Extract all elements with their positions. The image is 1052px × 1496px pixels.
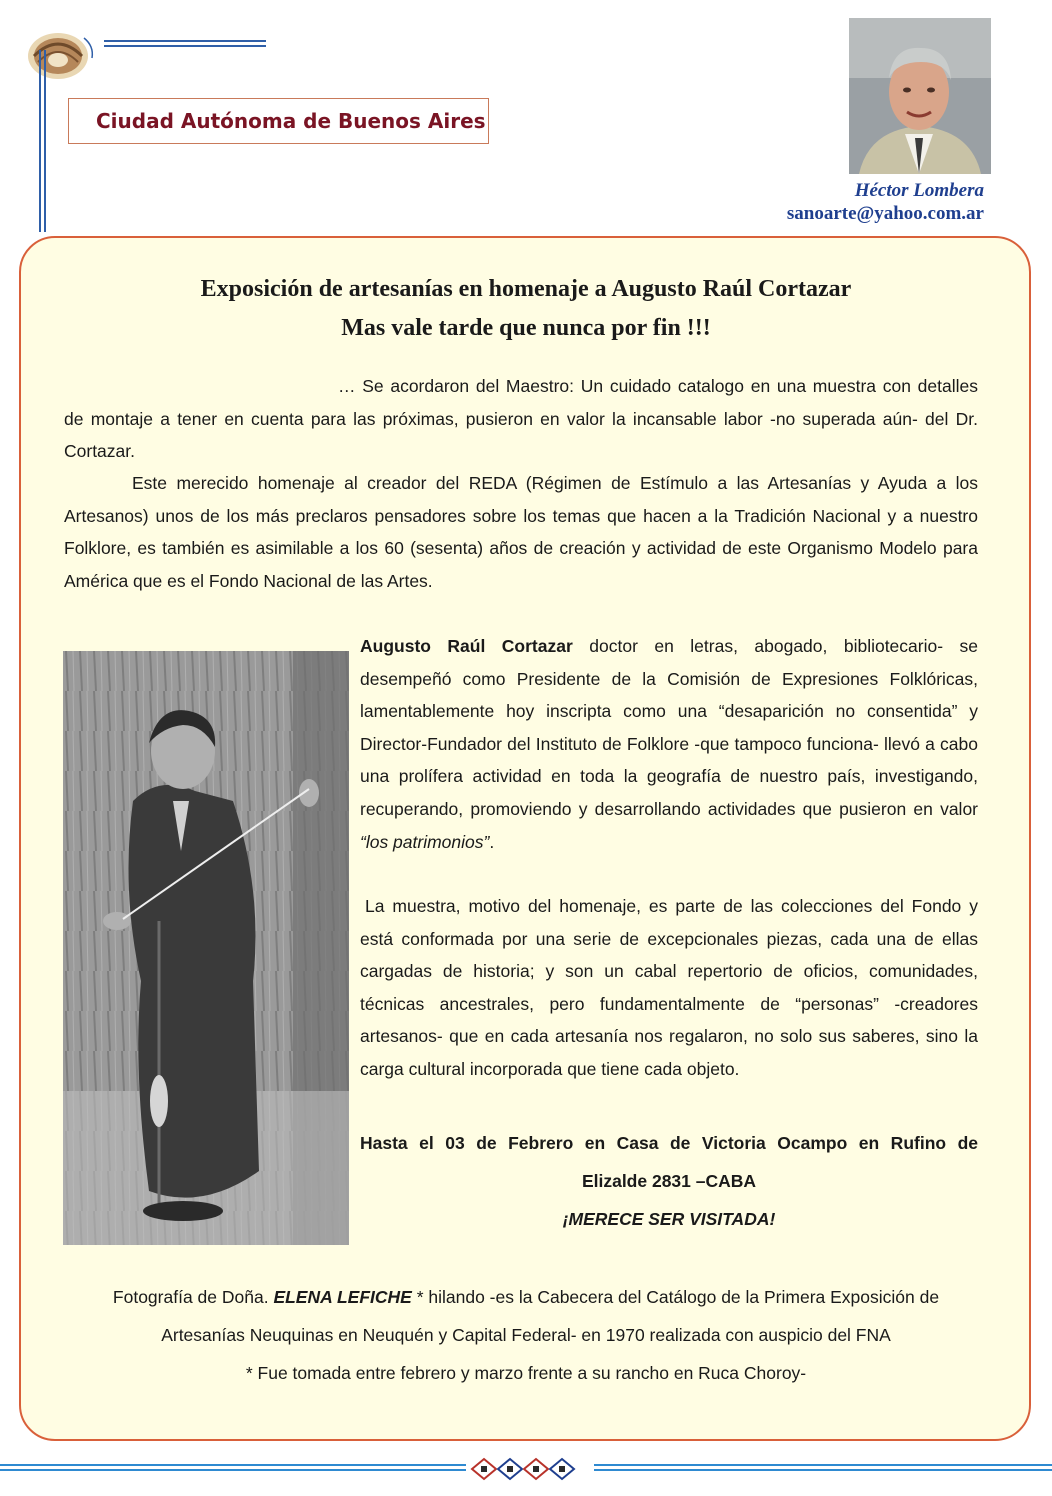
- vertical-rule: [39, 50, 47, 232]
- footer-rule-right: [594, 1464, 1052, 1474]
- paragraph-biography: [360, 630, 978, 858]
- caption-post: * hilando -es la Cabecera del Catálogo de la Primera Exposición de: [411, 1287, 940, 1307]
- biography-end: .: [489, 831, 495, 852]
- photo-caption-line3: * Fue tomada entre febrero y marzo frente a su rancho en Ruca Choroy-: [245, 1363, 807, 1383]
- header-rule: [104, 40, 266, 48]
- exhibition-info-line2: Elizalde 2831 –CABA: [581, 1171, 757, 1191]
- author-email[interactable]: sanoarte@yahoo.com.ar: [786, 203, 984, 224]
- historic-photo: [63, 651, 349, 1245]
- photo-caption-line2: Artesanías Neuquinas en Neuquén y Capital Federal- en 1970 realizada con auspicio del FNA: [161, 1325, 891, 1345]
- shell-logo: [24, 28, 100, 82]
- exhibition-info-line1: Hasta el 03 de Febrero en Casa de Victoria Ocampo en Rufino de: [360, 1133, 978, 1153]
- exhibition-callout: ¡MERECE SER VISITADA!: [562, 1209, 776, 1229]
- article-title: Exposición de artesanías en homenaje a Augusto Raúl Cortazar: [200, 276, 852, 302]
- biography-text: doctor en letras, abogado, bibliotecario- se desempeñó como Presidente de la Comisión de Expresiones Folklóricas, lamentablemente hoy inscripta como una “desaparición no consentida” y Director-Fundador del Instituto de Folklore -que tampoco funciona- llevó a cabo una prolífera actividad en toda la geografía de nuestro país, investigando, recuperando, promoviendo y desarrollando actividades que pusieron en valor: [360, 636, 978, 819]
- caption-name: ELENA LEFICHE: [273, 1287, 412, 1307]
- paragraph-exhibition: La muestra, motivo del homenaje, es parte de las colecciones del Fondo y está conformada por una serie de excepcionales piezas, cada una de ellas cargadas de historia; y son un cabal repertorio de oficios, comunidades, técnicas ancestrales, pero fundamentalmente de “personas” -creadores artesanos- que en cada artesanía nos regalaron, no solo sus saberes, sino la carga cultural incorporada que tiene cada objeto.: [360, 896, 978, 1079]
- paragraph-intro: … Se acordaron del Maestro: Un cuidado catalogo en una muestra con detalles de montaje a tener en cuenta para las próximas, pusieron en valor la incansable labor -no superada aún- del Dr. Cortazar.: [64, 376, 978, 462]
- footer-rule-left: [0, 1464, 466, 1474]
- author-photo: [849, 18, 991, 174]
- author-name: Héctor Lombera: [854, 180, 984, 201]
- article-subtitle: Mas vale tarde que nunca por fin !!!: [341, 315, 711, 341]
- biography-name: Augusto Raúl Cortazar: [360, 636, 573, 656]
- caption-pre: Fotografía de Doña.: [112, 1287, 274, 1307]
- biography-italic: “los patrimonios”: [360, 831, 490, 852]
- photo-caption-line1: [40, 1287, 1012, 1308]
- footer-ornament: [470, 1456, 584, 1482]
- city-label: Ciudad Autónoma de Buenos Aires: [68, 98, 489, 144]
- paragraph-homage: Este merecido homenaje al creador del REDA (Régimen de Estímulo a las Artesanías y Ayuda a los Artesanos) unos de los más preclaros pensadores sobre los temas que hacen a la Tradición Nacional y a nuestro Folklore, es también es asimilable a los 60 (sesenta) años de creación y actividad de este Organismo Modelo para América que es el Fondo Nacional de las Artes.: [64, 473, 978, 591]
